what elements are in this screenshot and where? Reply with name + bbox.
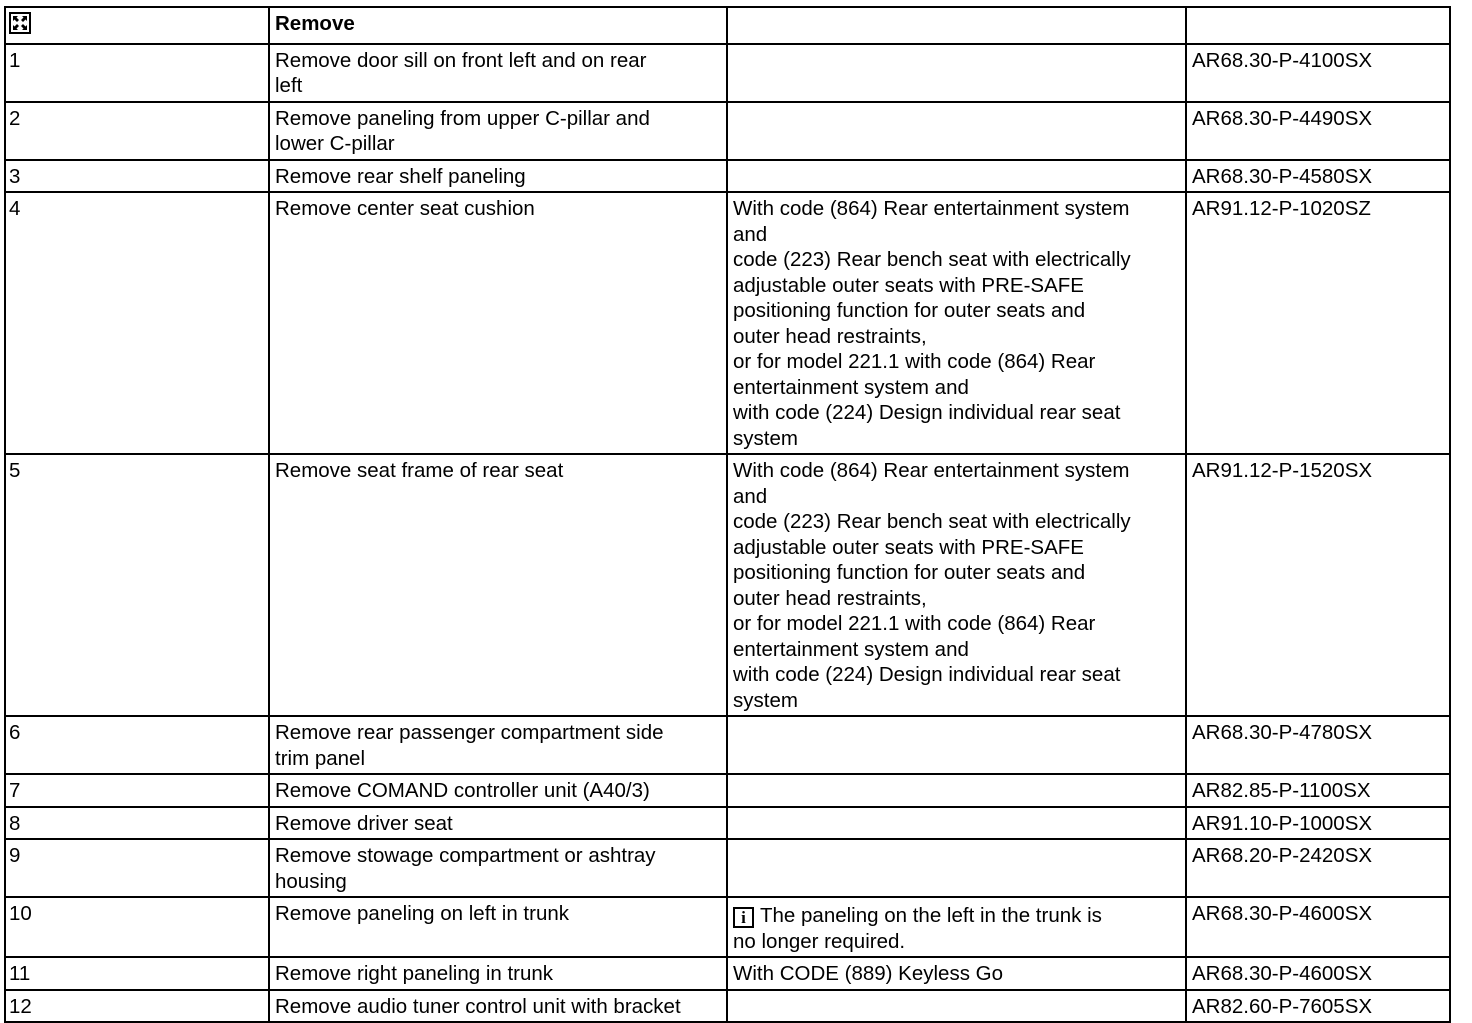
step-number: 7 xyxy=(5,774,269,807)
condition-text-line: code (223) Rear bench seat with electrically xyxy=(733,248,1131,271)
step-condition xyxy=(727,807,1186,840)
reference-link[interactable]: AR68.30-P-4100SX xyxy=(1186,44,1450,102)
step-number: 1 xyxy=(5,44,269,102)
condition-text-line: no longer required. xyxy=(733,929,906,953)
condition-text-line: With code (864) Rear entertainment system xyxy=(733,197,1130,220)
table-row xyxy=(5,774,1450,807)
step-number: 6 xyxy=(5,716,269,774)
table-row xyxy=(5,102,1450,160)
step-text-line: left xyxy=(275,74,303,97)
condition-text-line: system xyxy=(733,426,798,450)
table-row xyxy=(5,192,1450,454)
step-text-line: Remove center seat cushion xyxy=(275,197,535,220)
step-description xyxy=(269,716,727,774)
step-description xyxy=(269,192,727,454)
step-description xyxy=(269,454,727,716)
header-icon-cell xyxy=(5,7,269,44)
step-condition xyxy=(727,192,1186,454)
header-title: Remove xyxy=(269,7,727,44)
condition-text-line: code (223) Rear bench seat with electrically xyxy=(733,510,1131,533)
condition-text-line: or for model 221.1 with code (864) Rear xyxy=(733,350,1096,373)
table-row xyxy=(5,716,1450,774)
table-row xyxy=(5,990,1450,1023)
condition-text-line: adjustable outer seats with PRE-SAFE xyxy=(733,273,1084,297)
step-number: 2 xyxy=(5,102,269,160)
step-text-line: Remove audio tuner control unit with bracket xyxy=(275,994,681,1018)
step-description xyxy=(269,774,727,807)
expand-icon[interactable] xyxy=(9,12,31,34)
condition-text-line: positioning function for outer seats and xyxy=(733,299,1086,322)
condition-text-line: With CODE (889) Keyless Go xyxy=(733,962,1003,985)
step-text-line: Remove rear shelf paneling xyxy=(275,164,526,188)
step-number: 3 xyxy=(5,160,269,193)
step-condition xyxy=(727,957,1186,990)
condition-text-line: and xyxy=(733,484,768,508)
step-text-line: Remove door sill on front left and on rear xyxy=(275,48,647,72)
step-condition xyxy=(727,160,1186,193)
step-condition xyxy=(727,102,1186,160)
condition-text-line xyxy=(733,903,1181,929)
reference-link[interactable]: AR68.30-P-4580SX xyxy=(1186,160,1450,193)
condition-text-line: positioning function for outer seats and xyxy=(733,561,1086,584)
reference-link[interactable]: AR68.30-P-4600SX xyxy=(1186,957,1450,990)
condition-text-line: outer head restraints, xyxy=(733,586,927,610)
condition-text-line: With code (864) Rear entertainment system xyxy=(733,459,1130,482)
step-text-line: lower C-pillar xyxy=(275,132,395,155)
step-description xyxy=(269,839,727,897)
step-description xyxy=(269,990,727,1023)
step-condition xyxy=(727,44,1186,102)
step-text-line: trim panel xyxy=(275,746,366,770)
step-text-line: Remove COMAND controller unit (A40/3) xyxy=(275,779,650,802)
table-row xyxy=(5,454,1450,716)
header-row xyxy=(5,7,1450,44)
header-col4 xyxy=(1186,7,1450,44)
reference-link[interactable]: AR68.20-P-2420SX xyxy=(1186,839,1450,897)
step-text-line: Remove right paneling in trunk xyxy=(275,962,554,985)
step-number: 4 xyxy=(5,192,269,454)
reference-link[interactable]: AR68.30-P-4600SX xyxy=(1186,897,1450,957)
step-description xyxy=(269,807,727,840)
step-condition xyxy=(727,716,1186,774)
table-row xyxy=(5,807,1450,840)
step-text-line: Remove seat frame of rear seat xyxy=(275,459,564,482)
table-row xyxy=(5,957,1450,990)
condition-text-line: with code (224) Design individual rear seat xyxy=(733,401,1121,424)
table-row xyxy=(5,160,1450,193)
condition-text-line: system xyxy=(733,688,798,712)
condition-text-line: with code (224) Design individual rear seat xyxy=(733,663,1121,686)
step-number: 12 xyxy=(5,990,269,1023)
reference-link[interactable]: AR91.10-P-1000SX xyxy=(1186,807,1450,840)
procedure-table xyxy=(4,6,1451,1023)
step-number: 10 xyxy=(5,897,269,957)
table-row xyxy=(5,897,1450,957)
step-condition xyxy=(727,454,1186,716)
condition-text-line: outer head restraints, xyxy=(733,324,927,348)
step-condition xyxy=(727,774,1186,807)
step-description xyxy=(269,897,727,957)
step-description xyxy=(269,957,727,990)
condition-text-line: adjustable outer seats with PRE-SAFE xyxy=(733,535,1084,559)
step-text-line: Remove rear passenger compartment side xyxy=(275,721,664,744)
table-row xyxy=(5,839,1450,897)
reference-link[interactable]: AR68.30-P-4490SX xyxy=(1186,102,1450,160)
reference-link[interactable]: AR82.85-P-1100SX xyxy=(1186,774,1450,807)
step-text-line: Remove stowage compartment or ashtray xyxy=(275,844,656,867)
condition-text: The paneling on the left in the trunk is xyxy=(760,904,1102,927)
header-col3 xyxy=(727,7,1186,44)
step-number: 8 xyxy=(5,807,269,840)
table-row xyxy=(5,44,1450,102)
condition-text-line: and xyxy=(733,222,768,246)
step-number: 5 xyxy=(5,454,269,716)
step-description xyxy=(269,44,727,102)
reference-link[interactable]: AR82.60-P-7605SX xyxy=(1186,990,1450,1023)
condition-text-line: entertainment system and xyxy=(733,637,969,661)
step-number: 9 xyxy=(5,839,269,897)
condition-text-line: or for model 221.1 with code (864) Rear xyxy=(733,612,1096,635)
step-text-line: housing xyxy=(275,869,347,893)
reference-link[interactable]: AR68.30-P-4780SX xyxy=(1186,716,1450,774)
condition-text-line: entertainment system and xyxy=(733,375,969,399)
step-description xyxy=(269,160,727,193)
step-text-line: Remove paneling from upper C-pillar and xyxy=(275,106,650,130)
step-condition xyxy=(727,839,1186,897)
step-description xyxy=(269,102,727,160)
info-icon: i xyxy=(733,907,754,928)
step-condition xyxy=(727,897,1186,957)
step-text-line: Remove paneling on left in trunk xyxy=(275,902,570,925)
step-number: 11 xyxy=(5,957,269,990)
step-condition xyxy=(727,990,1186,1023)
step-text-line: Remove driver seat xyxy=(275,811,453,835)
reference-link[interactable]: AR91.12-P-1020SZ xyxy=(1186,192,1450,454)
reference-link[interactable]: AR91.12-P-1520SX xyxy=(1186,454,1450,716)
